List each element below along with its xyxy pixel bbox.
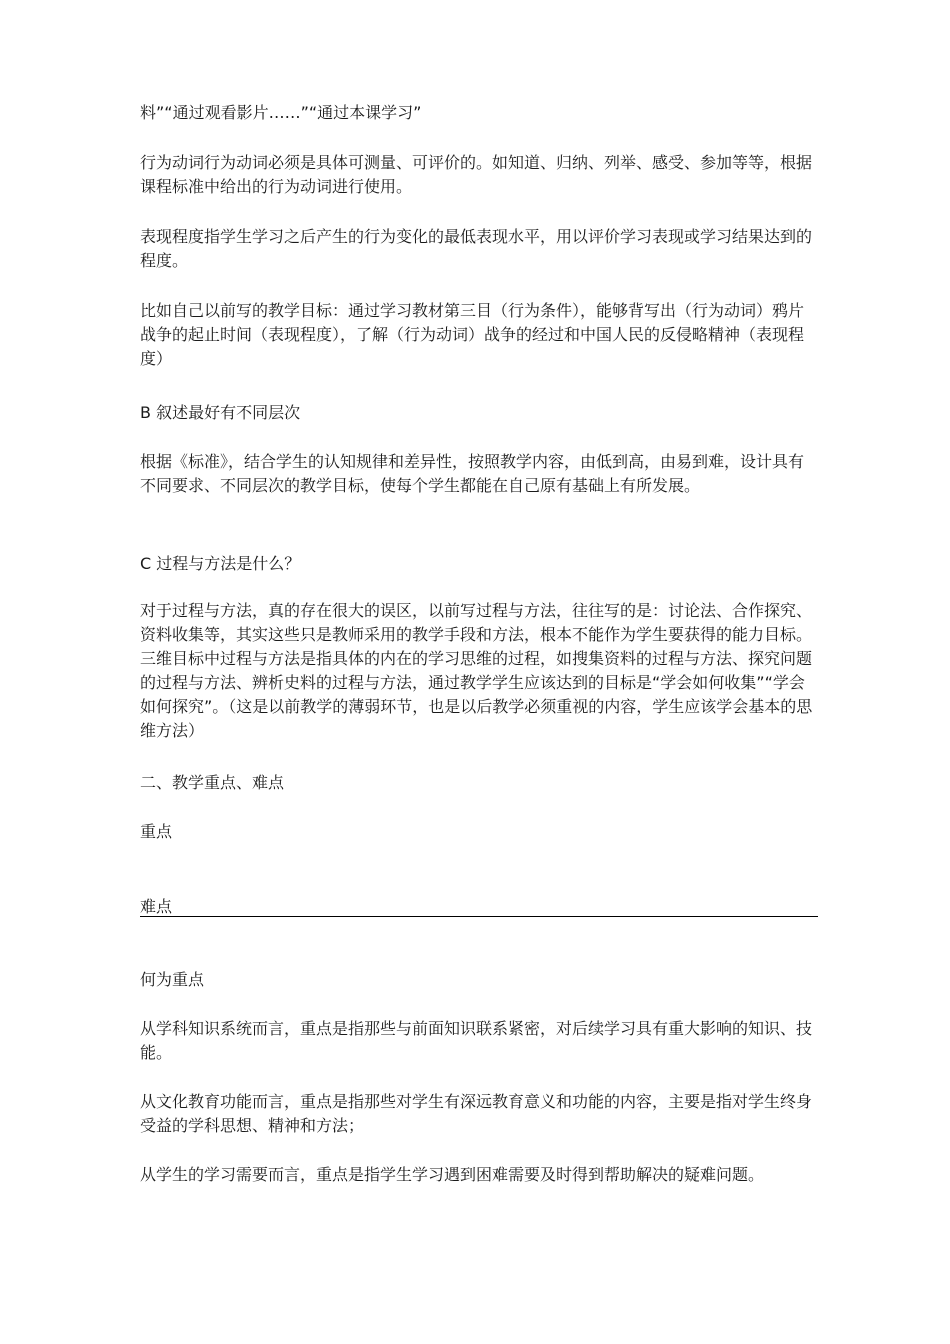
paragraph-15: 从学生的学习需要而言，重点是指学生学习遇到困难需要及时得到帮助解决的疑难问题。 <box>140 1165 765 1184</box>
paragraph-3: 表现程度指学生学习之后产生的行为变化的最低表现水平，用以评价学习表现或学习结果达到的程度。 <box>140 227 813 270</box>
paragraph-2: 行为动词行为动词必须是具体可测量、可评价的。如知道、归纳、列举、感受、参加等等，根据课程标准中给出的行为动词进行使用。 <box>140 153 813 196</box>
section-heading: 二、教学重点、难点 <box>140 773 285 792</box>
horizontal-rule <box>140 916 818 917</box>
paragraph-14: 从文化教育功能而言，重点是指那些对学生有深远教育意义和功能的内容，主要是指对学生终身受益的学科思想、精神和方法； <box>140 1092 813 1135</box>
paragraph-8: 对于过程与方法，真的存在很大的误区，以前写过程与方法，往往写的是：讨论法、合作探究、资料收集等，其实这些只是教师采用的教学手段和方法，根本不能作为学生要获得的能力目标。三维目标中过程与方法是指具体的内在的学习思维的过程，如搜集资料的过程与方法、探究问题的过程与方法、辨析史料的过程与方法，通过教学学生应该达到的目标是“学会如何收集”“学会如何探究”。（这是以前教学的薄弱环节，也是以后教学必须重视的内容，学生应该学会基本的思维方法） <box>140 601 813 740</box>
paragraph-13: 从学科知识系统而言，重点是指那些与前面知识联系紧密，对后续学习具有重大影响的知识、技能。 <box>140 1019 813 1062</box>
paragraph-difficult-points: 难点 <box>140 897 173 916</box>
paragraph-6: 根据《标准》，结合学生的认知规律和差异性，按照教学内容，由低到高，由易到难，设计具有不同要求、不同层次的教学目标，使每个学生都能在自己原有基础上有所发展。 <box>140 452 805 495</box>
paragraph-4: 比如自己以前写的教学目标：通过学习教材第三目（行为条件），能够背写出（行为动词）鸦片战争的起止时间（表现程度），了解（行为动词）战争的经过和中国人民的反侵略精神（表现程度） <box>140 301 805 368</box>
paragraph-1: 料”“通过观看影片……”“通过本课学习” <box>140 103 422 122</box>
paragraph-5: B 叙述最好有不同层次 <box>140 403 301 422</box>
paragraph-7: C 过程与方法是什么？ <box>140 554 301 573</box>
paragraph-12: 何为重点 <box>140 970 205 989</box>
paragraph-key-points: 重点 <box>140 822 173 841</box>
